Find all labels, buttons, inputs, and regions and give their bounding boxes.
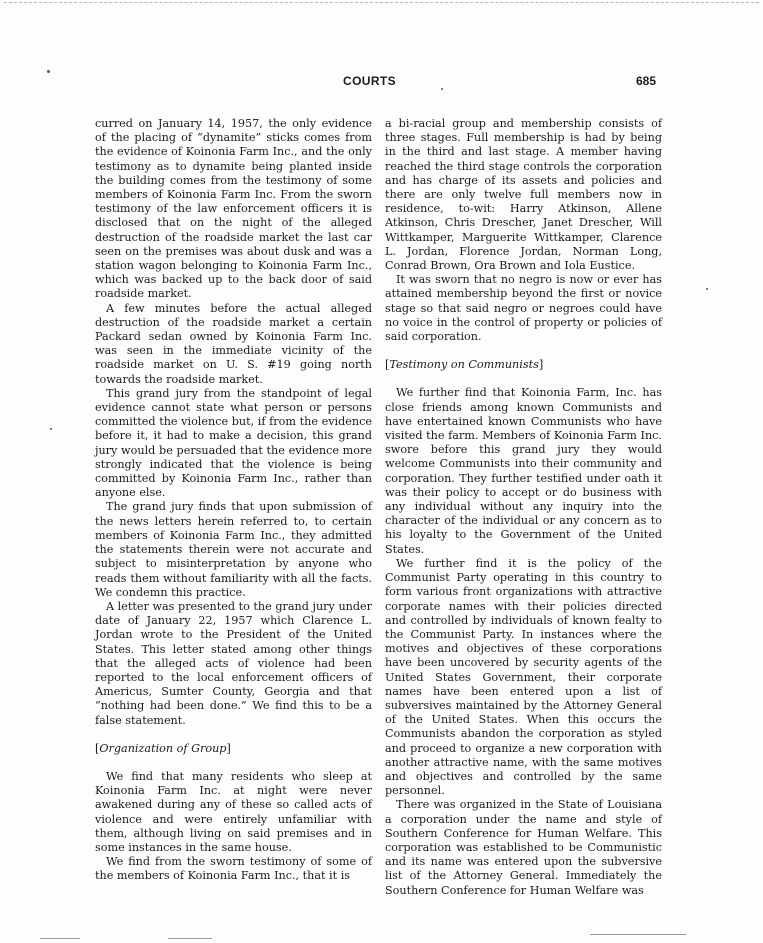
paragraph: a bi-racial group and membership consists of three stages. Full membership is had by being in the third and last stage. A member having reached the third stage controls the corporation and has charge of its assets and policies and there are only twelve full members now in residence, to-wit: Harry Atkinson, Allene Atkinson, Chris Drescher, Janet Drescher, Will Wittkamper, Marguerite Wittkamper, Clarence L. Jordan, Florence Jordan, Norman Long, Conrad Brown, Ora Brown and Iola Eustice. bbox=[385, 117, 662, 273]
scan-mark bbox=[40, 938, 80, 939]
scan-speck bbox=[706, 288, 708, 290]
section-heading-text: Organization of Group bbox=[99, 741, 227, 755]
page-border bbox=[4, 2, 759, 3]
paragraph: We find that many residents who sleep at Koinonia Farm Inc. at night were never awakened during any of these so called acts of violence and were entirely unfamiliar with them, although living on said premises and in some instances in the same house. bbox=[95, 769, 372, 854]
paragraph: The grand jury finds that upon submission of the news letters herein referred to, to certain members of Koinonia Farm Inc., they admitted the statements therein were not accurate and subject to misinterpretation by anyone who reads them without familiarity with all the facts. We condemn this practice. bbox=[95, 500, 372, 599]
section-heading: [Testimony on Communists] bbox=[385, 358, 544, 372]
paragraph: It was sworn that no negro is now or ever has attained membership beyond the first or novice stage so that said negro or negroes could have no voice in the control of property or policies of said corporation. bbox=[385, 273, 662, 344]
scan-mark bbox=[590, 934, 686, 935]
section-heading: [Organization of Group] bbox=[95, 741, 231, 755]
running-title: COURTS bbox=[343, 74, 397, 88]
section-heading-text: Testimony on Communists bbox=[389, 358, 539, 372]
paragraph: This grand jury from the standpoint of legal evidence cannot state what person or persons committed the violence but, if from the evidence before it, it had to make a decision, this grand jury would be persuaded that the evidence more strongly indicated that the violence is being committed by Koinonia Farm Inc., rather than anyone else. bbox=[95, 386, 372, 500]
paragraph: We further find it is the policy of the Communist Party operating in this country to form various front organizations with attractive corporate names with their policies directed and controlled by individuals of known fealty to the Communist Party. In instances where the motives and objectives of these corporations have been uncovered by security agents of the United States Government, their corporate names have been entered upon a list of subversives maintained by the Attorney General of the United States. When this occurs the Communists abandon the corporation as styled and proceed to organize a new corporation with another attractive name, with the same motives and objectives and controlled by the same personnel. bbox=[385, 556, 662, 798]
paragraph: A few minutes before the actual alleged destruction of the roadside market a certain Packard sedan owned by Koinonia Farm Inc. was seen in the immediate vicinity of the roadside market on U. S. #19 going north towards the roadside market. bbox=[95, 301, 372, 386]
paragraph: A letter was presented to the grand jury under date of January 22, 1957 which Clarence L. Jordan wrote to the President of the United States. This letter stated among other things that the alleged acts of violence had been reported to the local enforcement officers of Americus, Sumter County, Georgia and that “nothing had been done.” We find this to be a false statement. bbox=[95, 599, 372, 727]
page-number: 685 bbox=[636, 74, 657, 88]
paragraph: curred on January 14, 1957, the only evidence of the placing of “dynamite” sticks comes from the evidence of Koinonia Farm Inc., and the only testimony as to dynamite being planted inside the building comes from the testimony of some members of Koinonia Farm Inc. From the sworn testimony of the law enforcement officers it is disclosed that on the night of the alleged destruction of the roadside market the last car seen on the premises was about dusk and was a station wagon belonging to Koinonia Farm Inc., which was backed up to the back door of said roadside market. bbox=[95, 117, 372, 301]
paragraph: We find from the sworn testimony of some of the members of Koinonia Farm Inc., that it is bbox=[95, 855, 372, 883]
left-column bbox=[95, 117, 372, 884]
paragraph: We further find that Koinonia Farm, Inc. has close friends among known Communists and have entertained known Communists who have visited the farm. Members of Koinonia Farm Inc. swore before this grand jury they would welcome Communists into their community and corporation. They further testified under oath it was their policy to accept or do business with any individual without any inquiry into the character of the individual or any concern as to his loyalty to the Government of the United States. bbox=[385, 386, 662, 556]
right-column bbox=[385, 117, 662, 898]
paragraph: There was organized in the State of Louisiana a corporation under the name and style of Southern Conference for Human Welfare. This corporation was established to be Communistic and its name was entered upon the subversive list of the Attorney General. Immediately the Southern Conference for Human Welfare was bbox=[385, 798, 662, 897]
scan-speck bbox=[47, 70, 50, 73]
scan-mark bbox=[168, 938, 212, 939]
scan-speck bbox=[50, 428, 52, 430]
running-head bbox=[0, 74, 763, 90]
